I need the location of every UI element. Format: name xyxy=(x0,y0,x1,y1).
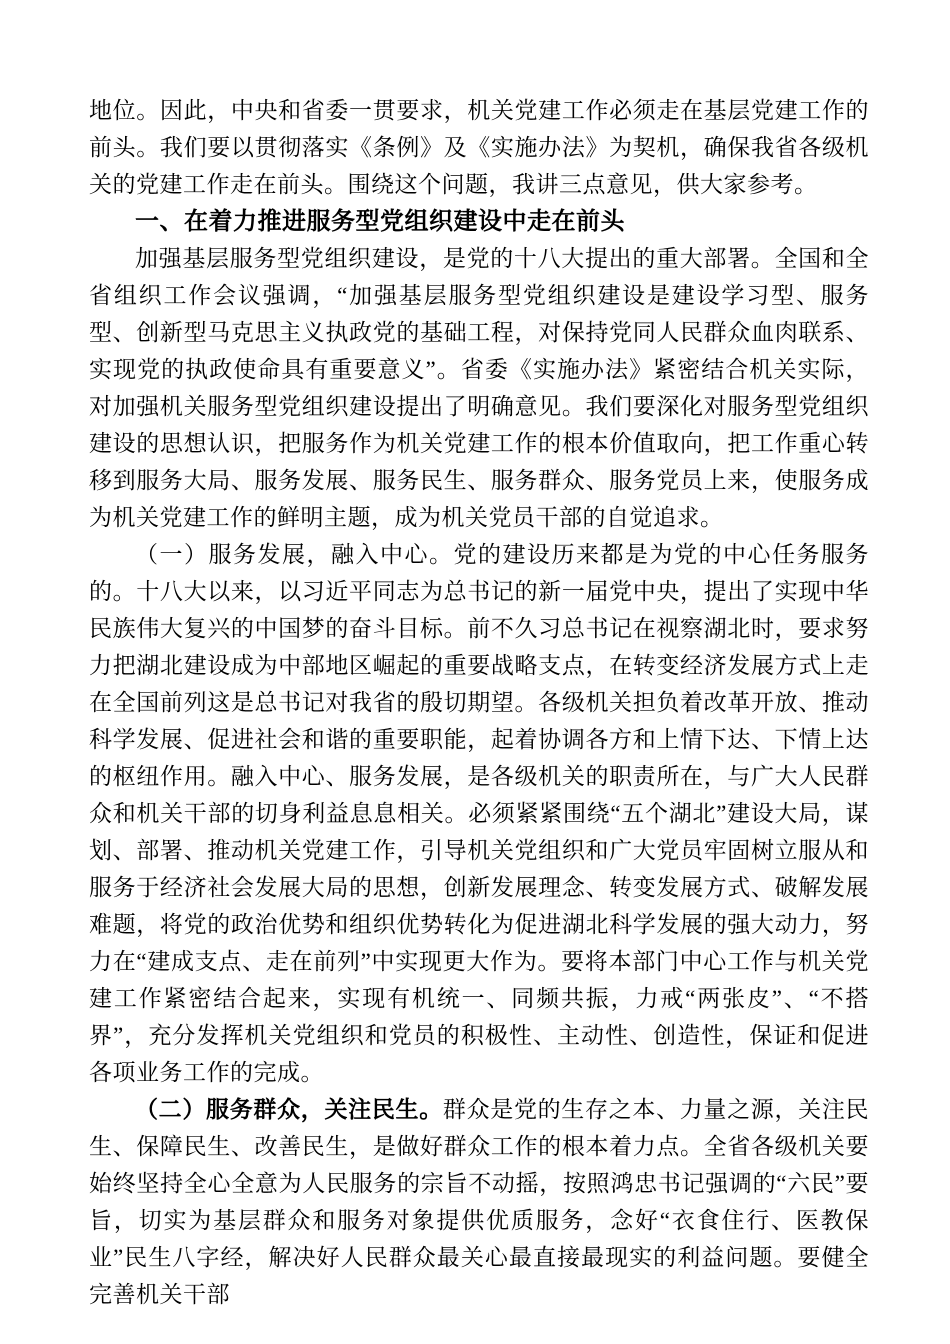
bold-text-run: （二）服务群众，关注民生。 xyxy=(135,1096,443,1122)
text-run: 加强基层服务型党组织建设，是党的十八大提出的重大部署。全国和全省组织工作会议强调，“加强基层服务型党组织建设是建设学习型、服务型、创新型马克思主义执政党的基础工程，对保持党同人民群众血肉联系、实现党的执政使命具有重要意义”。省委《实施办法》紧密结合机关实际，对加强机关服务型党组织建设提出了明确意见。我们要深化对服务型党组织建设的思想认识，把服务作为机关党建工作的根本价值取向，把工作重心转移到服务大局、服务发展、服务民生、服务群众、服务党员上来，使服务成为机关党建工作的鲜明主题，成为机关党员干部的自觉追求。 xyxy=(89,246,869,530)
body-paragraph xyxy=(89,92,869,203)
body-paragraph xyxy=(89,536,869,1091)
text-run: （一）服务发展，融入中心。党的建设历来都是为党的中心任务服务的。十八大以来，以习近平同志为总书记的新一届党中央，提出了实现中华民族伟大复兴的中国梦的奋斗目标。前不久习总书记在视察湖北时，要求努力把湖北建设成为中部地区崛起的重要战略支点，在转变经济发展方式上走在全国前列这是总书记对我省的殷切期望。各级机关担负着改革开放、推动科学发展、促进社会和谐的重要职能，起着协调各方和上情下达、下情上达的枢纽作用。融入中心、服务发展，是各级机关的职责所在，与广大人民群众和机关干部的切身利益息息相关。必须紧紧围绕“五个湖北”建设大局，谋划、部署、推动机关党建工作，引导机关党组织和广大党员牢固树立服从和服务于经济社会发展大局的思想，创新发展理念、转变发展方式、破解发展难题，将党的政治优势和组织优势转化为促进湖北科学发展的强大动力，努力在“建成支点、走在前列”中实现更大作为。要将本部门中心工作与机关党建工作紧密结合起来，实现有机统一、同频共振，力戒“两张皮”、“不搭界”，充分发挥机关党组织和党员的积极性、主动性、创造性，保证和促进各项业务工作的完成。 xyxy=(89,542,869,1085)
document-content xyxy=(89,92,869,1313)
section-heading xyxy=(89,203,869,240)
bold-text-run: 一、在着力推进服务型党组织建设中走在前头 xyxy=(135,208,625,235)
body-paragraph xyxy=(89,240,869,536)
body-paragraph xyxy=(89,1091,869,1313)
text-run: 群众是党的生存之本、力量之源，关注民生、保障民生、改善民生，是做好群众工作的根本着力点。全省各级机关要始终坚持全心全意为人民服务的宗旨不动摇，按照鸿忠书记强调的“六民”要旨，切实为基层群众和服务对象提供优质服务，念好“衣食住行、医教保业”民生八字经，解决好人民群众最关心最直接最现实的利益问题。要健全完善机关干部 xyxy=(89,1097,870,1307)
text-run: 地位。因此，中央和省委一贯要求，机关党建工作必须走在基层党建工作的前头。我们要以贯彻落实《条例》及《实施办法》为契机，确保我省各级机关的党建工作走在前头。围绕这个问题，我讲三点意见，供大家参考。 xyxy=(89,98,869,197)
